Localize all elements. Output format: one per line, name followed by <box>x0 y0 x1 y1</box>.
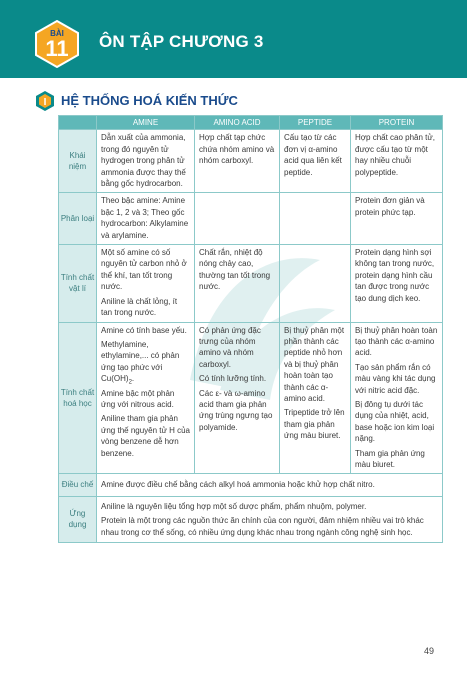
chemical-amine-text: Methylamine, ethylamine,... có phản ứng tạo phức với Cu(OH) <box>101 339 180 384</box>
row-header-concept: Khái niệm <box>59 130 97 193</box>
physical-amine-line: Aniline là chất lỏng, ít tan trong nước. <box>101 296 178 318</box>
table-corner-cell <box>59 116 97 130</box>
lesson-label: BÀI <box>50 29 64 38</box>
chemical-amino-line: Có phản ứng đặc trưng của nhóm amino và nhóm carboxyl. <box>199 325 261 369</box>
chemical-protein-line: Tạo sản phẩm rắn có màu vàng khi tác dụng với nitric acid đặc. <box>355 362 436 395</box>
row-header-application: Ứng dụng <box>59 496 97 542</box>
cell-concept-peptide: Cấu tạo từ các đơn vị α-amino acid qua liên kết peptide. <box>280 130 351 193</box>
lesson-badge <box>34 20 80 68</box>
table-row-classification <box>59 193 443 245</box>
table-row-physical <box>59 245 443 322</box>
cell-classification-amine: Theo bậc amine: Amine bậc 1, 2 và 3; Theo gốc hydrocarbon: Alkylamine và arylamine. <box>97 193 195 245</box>
cell-chemical-amine <box>97 322 195 474</box>
cell-chemical-peptide <box>280 322 351 474</box>
section-marker-icon <box>34 90 56 112</box>
lesson-number: 11 <box>45 36 69 61</box>
chemical-protein-line: Tham gia phản ứng màu biuret. <box>355 448 425 469</box>
table-row-concept <box>59 130 443 193</box>
row-header-chemical: Tính chất hoá học <box>59 322 97 474</box>
chemical-amine-line: Amine bậc một phản ứng với nitrous acid. <box>101 388 175 409</box>
physical-amine-line: Một số amine có số nguyên tử carbon nhỏ ở thể khí, tan tốt trong nước. <box>101 248 187 292</box>
chemical-amine-line <box>101 339 190 385</box>
chemical-amine-text: . <box>131 374 135 384</box>
cell-physical-protein: Protein dạng hình sợi không tan trong nước, protein dạng hình cầu tan được trong nước tạo dung dịch keo. <box>351 245 443 322</box>
subscript: 2 <box>128 379 132 386</box>
section-marker: I <box>43 97 47 108</box>
cell-concept-amino-acid: Hợp chất tạp chức chứa nhóm amino và nhóm carboxyl. <box>195 130 280 193</box>
cell-chemical-amino-acid <box>195 322 280 474</box>
row-header-preparation: Điều chế <box>59 474 97 496</box>
table-row-application <box>59 496 443 542</box>
cell-chemical-protein <box>351 322 443 474</box>
chemical-amino-line: Các ε- và ω-amino acid tham gia phản ứng trùng ngưng tạo polyamide. <box>199 388 273 432</box>
cell-physical-amino-acid: Chất rắn, nhiệt độ nóng chảy cao, thường tan tốt trong nước. <box>195 245 280 322</box>
section-title: HỆ THỐNG HOÁ KIẾN THỨC <box>61 93 238 108</box>
cell-concept-amine: Dẫn xuất của ammonia, trong đó nguyên tử hydrogen trong phân tử ammonia được thay thế bằng gốc hydrocarbon. <box>97 130 195 193</box>
cell-physical-peptide <box>280 245 351 322</box>
cell-classification-peptide <box>280 193 351 245</box>
chemical-protein-line: Bị thuỷ phân hoàn toàn tạo thành các α-amino acid. <box>355 325 438 358</box>
chapter-header-band <box>0 0 467 78</box>
application-line: Aniline là nguyên liệu tổng hợp một số dược phẩm, phẩm nhuộm, polymer. <box>101 501 367 511</box>
row-header-physical: Tính chất vật lí <box>59 245 97 322</box>
table-row-preparation <box>59 474 443 496</box>
cell-preparation: Amine được điều chế bằng cách alkyl hoá ammonia hoặc khử hợp chất nitro. <box>97 474 443 496</box>
column-header-amino-acid: AMINO ACID <box>195 116 280 130</box>
chemical-amine-line: Amine có tính base yếu. <box>101 325 187 335</box>
column-header-amine: AMINE <box>97 116 195 130</box>
page-number: 49 <box>424 646 435 656</box>
cell-classification-amino-acid <box>195 193 280 245</box>
cell-application <box>97 496 443 542</box>
chemical-amine-line: Aniline tham gia phản ứng thế nguyên tử H của vòng benzene dễ hơn benzene. <box>101 414 190 458</box>
table-header-row <box>59 116 443 130</box>
chemical-protein-line: Bị đông tụ dưới tác dụng của nhiệt, acid, base hoặc ion kim loại nặng. <box>355 399 435 444</box>
chemical-peptide-line: Tripeptide trở lên tham gia phản ứng màu biuret. <box>284 408 345 441</box>
chemical-amino-line: Có tính lưỡng tính. <box>199 374 267 384</box>
chapter-title: ÔN TẬP CHƯƠNG 3 <box>99 32 264 51</box>
table-row-chemical <box>59 322 443 474</box>
row-header-classification: Phân loại <box>59 193 97 245</box>
column-header-peptide: PEPTIDE <box>280 116 351 130</box>
column-header-protein: PROTEIN <box>351 116 443 130</box>
cell-concept-protein: Hợp chất cao phân tử, được cấu tạo từ một hay nhiều chuỗi polypeptide. <box>351 130 443 193</box>
cell-physical-amine <box>97 245 195 322</box>
cell-classification-protein: Protein đơn giản và protein phức tạp. <box>351 193 443 245</box>
application-line: Protein là một trong các nguồn thức ăn chính của con người, đảm nhiệm nhiều vai trò khác nhau trong cơ thể sống, có nhiều ứng dụng khác nhau trong ngành công nghệ sinh học. <box>101 516 424 537</box>
chemical-peptide-line: Bị thuỷ phân một phần thành các peptide nhỏ hơn và bị thuỷ phân hoàn toàn tạo thành các α-amino acid. <box>284 325 345 403</box>
knowledge-summary-table <box>58 115 443 543</box>
